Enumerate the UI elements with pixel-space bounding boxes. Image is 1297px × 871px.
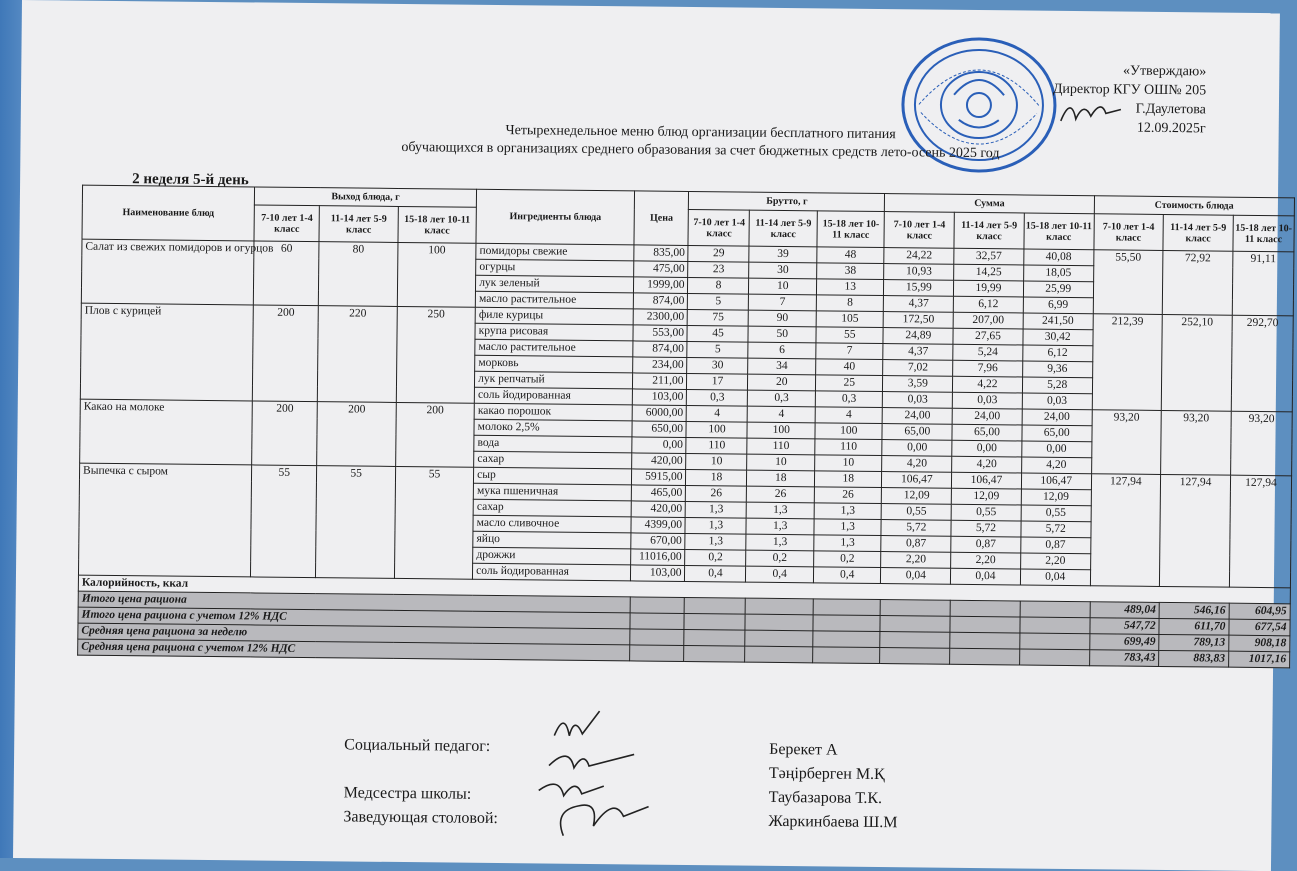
total-label: Средняя цена рациона с учетом 12% НДС — [78, 639, 630, 661]
total-value: 699,49 — [1089, 634, 1159, 651]
dish-cost: 212,39 — [1092, 314, 1163, 411]
ingredient-sum: 0,03 — [1022, 393, 1092, 410]
ingredient-brutto: 34 — [748, 358, 816, 375]
ingredient-brutto: 5 — [687, 341, 748, 358]
ingredient-price: 420,00 — [631, 501, 686, 518]
ingredient-brutto: 30 — [687, 357, 748, 374]
ingredient-brutto: 1,3 — [746, 534, 814, 551]
total-empty-cell — [880, 632, 950, 649]
ingredient-brutto: 1,3 — [685, 533, 746, 550]
ingredient-brutto: 10 — [747, 454, 815, 471]
ingredient-sum: 0,00 — [1022, 441, 1092, 458]
ingredient-brutto: 0,2 — [814, 551, 882, 568]
ingredient-brutto: 20 — [748, 374, 816, 391]
ingredient-brutto: 0,4 — [746, 566, 814, 583]
total-empty-cell — [684, 645, 745, 662]
total-empty-cell — [745, 614, 813, 631]
header-cost-age2: 11-14 лет 5-9 класс — [1163, 214, 1233, 251]
ingredient-brutto: 8 — [816, 295, 884, 312]
ingredient-sum: 0,00 — [882, 440, 952, 457]
ingredient-sum: 65,00 — [882, 424, 952, 441]
ingredient-sum: 65,00 — [952, 424, 1022, 441]
ingredient-brutto: 18 — [686, 469, 747, 486]
ingredient-brutto: 48 — [817, 247, 885, 264]
ingredient-sum: 12,09 — [1021, 489, 1091, 506]
header-output-age1: 7-10 лет 1-4 класс — [254, 205, 320, 242]
dish-output: 200 — [317, 402, 396, 467]
ingredient-price: 650,00 — [632, 421, 687, 438]
total-label: Итого цена рациона с учетом 12% НДС — [78, 607, 630, 629]
total-empty-cell — [746, 598, 814, 615]
ingredient-price: 835,00 — [634, 245, 689, 262]
ingredient-sum: 14,25 — [954, 264, 1024, 281]
ingredient-name: огурцы — [476, 259, 634, 277]
dish-output: 100 — [397, 242, 476, 307]
dish-name: Какао на молоке — [80, 399, 253, 465]
ingredient-sum: 0,03 — [952, 392, 1022, 409]
ingredient-sum: 24,22 — [884, 248, 954, 265]
total-value: 547,72 — [1089, 618, 1159, 635]
ingredient-brutto: 50 — [748, 326, 816, 343]
ingredient-sum: 2,20 — [951, 552, 1021, 569]
ingredient-price: 2300,00 — [633, 309, 688, 326]
ingredient-sum: 4,20 — [1021, 457, 1091, 474]
title-line-1: Четырехнедельное меню блюд организации бесплатного питания — [505, 123, 896, 143]
ingredient-brutto: 13 — [816, 279, 884, 296]
dish-cost: 127,94 — [1160, 474, 1231, 587]
ingredient-sum: 5,28 — [1022, 377, 1092, 394]
ingredient-brutto: 26 — [814, 487, 882, 504]
total-empty-cell — [685, 597, 746, 614]
ingredient-price: 465,00 — [631, 485, 686, 502]
ingredient-sum: 5,24 — [953, 344, 1023, 361]
ingredient-sum: 15,99 — [884, 280, 954, 297]
ingredient-brutto: 100 — [686, 421, 747, 438]
ingredient-sum: 0,04 — [1020, 569, 1090, 586]
ingredient-price: 1999,00 — [633, 277, 688, 294]
ingredient-brutto: 25 — [815, 375, 883, 392]
ingredient-sum: 0,55 — [882, 504, 952, 521]
total-value: 883,83 — [1159, 650, 1229, 667]
ingredient-name: молоко 2,5% — [474, 419, 632, 437]
ingredient-brutto: 1,3 — [686, 501, 747, 518]
header-brutto-age1: 7-10 лет 1-4 класс — [688, 209, 749, 246]
ingredient-brutto: 7 — [816, 343, 884, 360]
ingredient-sum: 12,09 — [951, 488, 1021, 505]
ingredient-brutto: 10 — [749, 278, 817, 295]
total-empty-cell — [813, 647, 881, 664]
ingredient-brutto: 105 — [816, 311, 884, 328]
ingredient-price: 0,00 — [632, 437, 687, 454]
ingredient-brutto: 18 — [814, 471, 882, 488]
signature-name: Жаркинбаева Ш.М — [768, 812, 898, 832]
ingredient-brutto: 90 — [749, 310, 817, 327]
ingredient-sum: 0,87 — [881, 536, 951, 553]
ingredient-price: 11016,00 — [631, 549, 686, 566]
total-empty-cell — [630, 629, 685, 646]
ingredient-brutto: 29 — [688, 245, 749, 262]
ingredient-sum: 172,50 — [884, 312, 954, 329]
total-empty-cell — [813, 599, 881, 616]
ingredient-sum: 6,12 — [1023, 345, 1093, 362]
ingredient-sum: 7,96 — [953, 360, 1023, 377]
ingredient-price: 6000,00 — [632, 405, 687, 422]
ingredient-sum: 0,87 — [1021, 537, 1091, 554]
header-price: Цена — [634, 191, 689, 246]
total-empty-cell — [630, 645, 685, 662]
ingredient-sum: 30,42 — [1023, 329, 1093, 346]
total-empty-cell — [630, 613, 685, 630]
ingredient-price: 874,00 — [633, 293, 688, 310]
header-brutto-age3: 15-18 лет 10-11 класс — [817, 211, 885, 248]
dish-cost: 93,20 — [1091, 410, 1161, 475]
ingredient-brutto: 6 — [748, 342, 816, 359]
ingredient-name: какао порошок — [474, 403, 632, 421]
total-empty-cell — [1020, 617, 1090, 634]
menu-table — [77, 185, 1295, 669]
total-empty-cell — [813, 631, 881, 648]
ingredient-price: 475,00 — [634, 261, 689, 278]
dish-output: 55 — [394, 466, 474, 579]
ingredient-price: 420,00 — [632, 453, 687, 470]
ingredient-sum: 10,93 — [884, 264, 954, 281]
ingredient-brutto: 1,3 — [746, 518, 814, 535]
ingredient-sum: 241,50 — [1023, 313, 1093, 330]
ingredient-brutto: 5 — [688, 293, 749, 310]
ingredient-brutto: 18 — [747, 470, 815, 487]
total-empty-cell — [950, 632, 1020, 649]
total-value: 789,13 — [1159, 634, 1229, 651]
dish-cost: 292,70 — [1231, 315, 1293, 412]
ingredient-sum: 32,57 — [954, 248, 1024, 265]
ingredient-sum: 0,04 — [881, 568, 951, 585]
ingredient-sum: 4,37 — [884, 296, 954, 313]
ingredient-brutto: 23 — [688, 261, 749, 278]
total-empty-cell — [684, 613, 745, 630]
ingredient-name: сыр — [474, 467, 632, 485]
ingredient-sum: 4,37 — [883, 344, 953, 361]
ingredient-brutto: 40 — [816, 359, 884, 376]
ingredient-sum: 0,00 — [952, 440, 1022, 457]
ingredient-price: 211,00 — [632, 373, 687, 390]
signature-name: Берекет А — [769, 740, 838, 759]
ingredient-sum: 2,20 — [1020, 553, 1090, 570]
ingredient-name: лук зеленый — [476, 275, 634, 293]
ingredient-sum: 2,20 — [881, 552, 951, 569]
ingredient-name: мука пшеничная — [473, 483, 631, 501]
total-empty-cell — [630, 597, 685, 614]
ingredient-sum: 7,02 — [883, 360, 953, 377]
dish-output: 55 — [316, 466, 396, 579]
ingredient-brutto: 1,3 — [685, 517, 746, 534]
total-empty-cell — [1019, 649, 1089, 666]
approval-date: 12.09.2025г — [1136, 120, 1206, 137]
signature-role: Заведующая столовой: — [343, 808, 498, 828]
header-sum-age3: 15-18 лет 10-11 класс — [1024, 213, 1094, 250]
ingredient-brutto: 4 — [815, 407, 883, 424]
ingredient-price: 234,00 — [633, 357, 688, 374]
ingredient-name: соль йодированная — [474, 387, 632, 405]
ingredient-sum: 6,12 — [953, 296, 1023, 313]
header-dish: Наименование блюд — [82, 185, 255, 241]
ingredient-brutto: 100 — [815, 423, 883, 440]
total-value: 677,54 — [1229, 619, 1290, 636]
ingredient-sum: 207,00 — [953, 312, 1023, 329]
document-title — [320, 120, 1080, 164]
ingredient-brutto: 26 — [686, 485, 747, 502]
ingredient-brutto: 0,2 — [685, 549, 746, 566]
dish-cost: 93,20 — [1230, 411, 1292, 476]
total-value: 604,95 — [1229, 603, 1290, 620]
ingredient-name: дрожжи — [473, 547, 631, 565]
ingredient-brutto: 38 — [817, 263, 885, 280]
header-sum-age1: 7-10 лет 1-4 класс — [884, 212, 954, 249]
ingredient-name: масло растительное — [475, 339, 633, 357]
dish-cost: 93,20 — [1161, 410, 1231, 475]
total-empty-cell — [684, 629, 745, 646]
total-label: Средняя цена рациона за неделю — [78, 623, 630, 645]
ingredient-sum: 0,55 — [951, 504, 1021, 521]
ingredient-sum: 0,03 — [883, 392, 953, 409]
ingredient-sum: 40,08 — [1024, 249, 1094, 266]
ingredient-name: масло сливочное — [473, 515, 631, 533]
ingredient-name: морковь — [475, 355, 633, 373]
dish-name: Выпечка с сыром — [78, 463, 251, 577]
dish-cost: 55,50 — [1093, 250, 1163, 315]
signature-name: Тәңірберген М.Қ — [768, 764, 885, 784]
ingredient-sum: 106,47 — [1021, 473, 1091, 490]
ingredient-brutto: 10 — [815, 455, 883, 472]
total-empty-cell — [950, 616, 1020, 633]
total-empty-cell — [813, 615, 881, 632]
ingredient-brutto: 1,3 — [814, 503, 882, 520]
handwritten-signatures-icon — [523, 705, 654, 846]
ingredient-brutto: 0,4 — [813, 567, 881, 584]
ingredient-sum: 24,89 — [883, 328, 953, 345]
ingredient-brutto: 10 — [686, 453, 747, 470]
total-empty-cell — [881, 600, 951, 617]
ingredient-brutto: 0,2 — [746, 550, 814, 567]
ingredient-price: 5915,00 — [631, 469, 686, 486]
ingredient-name: лук репчатый — [475, 371, 633, 389]
ingredient-brutto: 1,3 — [814, 535, 882, 552]
menu-table-body — [78, 239, 1294, 668]
header-output-age2: 11-14 лет 5-9 класс — [319, 206, 398, 243]
dish-output: 60 — [253, 241, 319, 306]
header-sum-age2: 11-14 лет 5-9 класс — [954, 212, 1024, 249]
total-empty-cell — [950, 648, 1020, 665]
ingredient-sum: 5,72 — [881, 520, 951, 537]
approval-director: Директор КГУ ОШ№ 205 — [1052, 81, 1207, 99]
ingredient-name: сахар — [474, 451, 632, 469]
ingredient-brutto: 55 — [816, 327, 884, 344]
approval-heading: «Утверждаю» — [1122, 63, 1207, 80]
ingredient-sum: 6,99 — [1023, 297, 1093, 314]
dish-cost: 127,94 — [1090, 474, 1161, 587]
header-cost-age1: 7-10 лет 1-4 класс — [1093, 214, 1163, 251]
header-output-age3: 15-18 лет 10-11 класс — [398, 206, 477, 243]
ingredient-brutto: 4 — [687, 405, 748, 422]
ingredient-sum: 3,59 — [883, 376, 953, 393]
header-sum: Сумма — [885, 194, 1094, 214]
ingredient-brutto: 1,3 — [747, 502, 815, 519]
total-empty-cell — [745, 630, 813, 647]
header-brutto: Брутто, г — [689, 191, 885, 211]
header-ingredients: Ингредиенты блюда — [476, 189, 634, 245]
ingredient-brutto: 4 — [748, 406, 816, 423]
ingredient-brutto: 0,4 — [685, 565, 746, 582]
dish-output: 250 — [396, 306, 475, 403]
ingredient-name: яйцо — [473, 531, 631, 549]
ingredient-sum: 18,05 — [1023, 265, 1093, 282]
ingredient-sum: 5,72 — [1021, 521, 1091, 538]
signature-role: Социальный педагог: — [344, 736, 491, 755]
header-brutto-age2: 11-14 лет 5-9 класс — [749, 210, 817, 247]
day-label: 2 неделя 5-й день — [132, 171, 249, 189]
ingredient-sum: 0,55 — [1021, 505, 1091, 522]
ingredient-price: 4399,00 — [631, 517, 686, 534]
ingredient-sum: 24,00 — [952, 408, 1022, 425]
ingredient-price: 670,00 — [631, 533, 686, 550]
ingredient-sum: 4,22 — [953, 376, 1023, 393]
ingredient-brutto: 17 — [687, 373, 748, 390]
ingredient-sum: 25,99 — [1023, 281, 1093, 298]
ingredient-name: соль йодированная — [473, 563, 631, 581]
ingredient-sum: 5,72 — [951, 520, 1021, 537]
dish-output: 200 — [395, 402, 474, 467]
ingredient-sum: 24,00 — [1022, 409, 1092, 426]
header-cost: Стоимость блюда — [1094, 196, 1295, 216]
title-line-2: обучающихся в организациях среднего образования за счет бюджетных средств лето-осень 2025 год — [401, 139, 1000, 162]
total-empty-cell — [880, 616, 950, 633]
header-cost-age3: 15-18 лет 10-11 класс — [1233, 215, 1294, 252]
ingredient-brutto: 39 — [749, 246, 817, 263]
total-value: 489,04 — [1090, 602, 1160, 619]
ingredient-brutto: 26 — [747, 486, 815, 503]
total-value: 908,18 — [1229, 635, 1290, 652]
header-output: Выход блюда, г — [254, 187, 476, 207]
ingredient-sum: 19,99 — [954, 280, 1024, 297]
ingredient-brutto: 0,3 — [815, 391, 883, 408]
ingredient-name: крупа рисовая — [475, 323, 633, 341]
ingredient-brutto: 100 — [747, 422, 815, 439]
total-value: 1017,16 — [1228, 651, 1289, 668]
total-empty-cell — [950, 600, 1020, 617]
ingredient-name: сахар — [473, 499, 631, 517]
ingredient-brutto: 8 — [688, 277, 749, 294]
ingredient-name: масло растительное — [475, 291, 633, 309]
dish-cost: 252,10 — [1161, 314, 1232, 411]
ingredient-sum: 0,87 — [951, 536, 1021, 553]
ingredient-price: 874,00 — [633, 341, 688, 358]
total-value: 546,16 — [1159, 602, 1229, 619]
dish-output: 80 — [319, 242, 398, 307]
ingredient-brutto: 110 — [815, 439, 883, 456]
ingredient-sum: 106,47 — [882, 472, 952, 489]
ingredient-brutto: 1,3 — [814, 519, 882, 536]
ingredient-price: 553,00 — [633, 325, 688, 342]
ingredient-name: помидоры свежие — [476, 243, 634, 261]
ingredient-sum: 12,09 — [882, 488, 952, 505]
total-empty-cell — [745, 646, 813, 663]
ingredient-brutto: 7 — [749, 294, 817, 311]
ingredient-sum: 9,36 — [1022, 361, 1092, 378]
ingredient-brutto: 0,3 — [687, 389, 748, 406]
dish-output: 200 — [252, 305, 318, 402]
total-value: 783,43 — [1089, 650, 1159, 667]
ingredient-sum: 0,04 — [951, 568, 1021, 585]
dish-output: 220 — [318, 306, 397, 403]
dish-cost: 127,94 — [1229, 475, 1291, 588]
ingredient-price: 103,00 — [632, 389, 687, 406]
ingredient-brutto: 75 — [688, 309, 749, 326]
ingredient-sum: 4,20 — [952, 456, 1022, 473]
calories-label: Калорийность, ккал — [78, 575, 1290, 604]
ingredient-name: вода — [474, 435, 632, 453]
ingredient-sum: 27,65 — [953, 328, 1023, 345]
signature-role: Медсестра школы: — [343, 784, 472, 803]
total-empty-cell — [1020, 601, 1090, 618]
ingredient-brutto: 110 — [686, 437, 747, 454]
dish-cost: 72,92 — [1162, 250, 1232, 315]
ingredient-sum: 24,00 — [883, 408, 953, 425]
total-empty-cell — [880, 648, 950, 665]
ingredient-name: филе курицы — [475, 307, 633, 325]
ingredient-brutto: 45 — [687, 325, 748, 342]
total-value: 611,70 — [1159, 618, 1229, 635]
dish-output: 200 — [252, 401, 318, 466]
dish-name: Плов с курицей — [80, 303, 253, 401]
total-empty-cell — [1020, 633, 1090, 650]
dish-cost: 91,11 — [1232, 251, 1294, 316]
ingredient-brutto: 110 — [747, 438, 815, 455]
signature-name: Таубазарова Т.К. — [768, 788, 883, 808]
ingredient-price: 103,00 — [630, 565, 685, 582]
approval-name: Г.Даулетова — [1135, 101, 1206, 118]
total-label: Итого цена рациона — [78, 591, 630, 613]
ingredient-sum: 106,47 — [952, 472, 1022, 489]
document-sheet — [13, 0, 1292, 871]
dish-name: Салат из свежих помидоров и огурцов — [81, 239, 254, 305]
ingredient-brutto: 30 — [749, 262, 817, 279]
director-signature-icon — [1056, 91, 1126, 132]
ingredient-sum: 4,20 — [882, 456, 952, 473]
dish-output: 55 — [251, 465, 317, 578]
ingredient-sum: 65,00 — [1022, 425, 1092, 442]
ingredient-brutto: 0,3 — [748, 390, 816, 407]
